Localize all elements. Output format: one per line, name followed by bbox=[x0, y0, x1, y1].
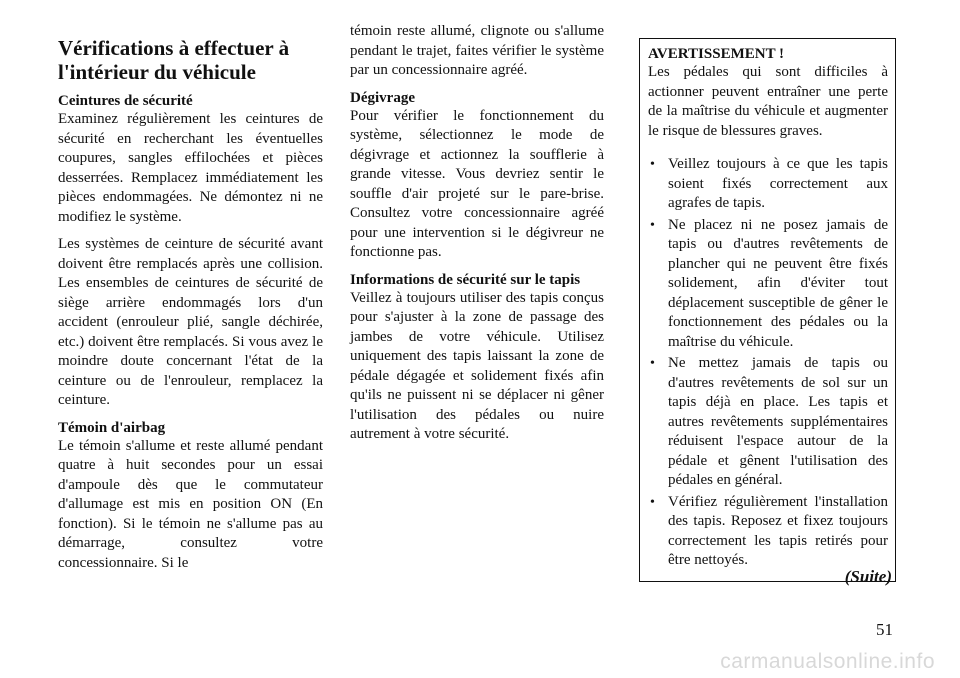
warning-item-text: Veillez toujours à ce que les tapis soient fixés correctement aux agrafes de tapis. bbox=[668, 156, 888, 211]
defrost-heading: Dégivrage bbox=[350, 89, 415, 106]
warning-item-text: Ne placez ni ne posez jamais de tapis ou d'autres revêtements de plancher qui ne peuvent être fixés solidement, afin d'éviter tout déplacement susceptible de gêner le fonctionnement des pédales ou la maîtrise du véhicule. bbox=[668, 216, 888, 350]
page-title: Vérifications à effectuer à l'intérieur du véhicule bbox=[58, 36, 290, 84]
warning-list-item bbox=[648, 155, 888, 214]
bullet-icon: • bbox=[650, 217, 655, 233]
mats-section bbox=[350, 271, 604, 445]
airbag-section bbox=[58, 419, 323, 574]
warning-list-item bbox=[648, 216, 888, 353]
airbag-paragraph-continued: témoin reste allumé, clignote ou s'allume pendant le trajet, faites vérifier le système par un concessionnaire agréé. bbox=[350, 23, 604, 78]
defrost-paragraph: Pour vérifier le fonctionnement du système, sélectionnez le mode de dégivrage et actionnez la soufflerie à grande vitesse. Vous devriez sentir le souffle d'air projeté sur le pare-brise. Consultez votre concessionnaire agréé pour une intervention si le dégivreur ne fonctionne pas. bbox=[350, 107, 604, 260]
page-number: 51 bbox=[876, 620, 893, 639]
mats-heading: Informations de sécurité sur le tapis bbox=[350, 271, 581, 288]
bullet-icon: • bbox=[650, 356, 655, 371]
warning-item-text: Vérifiez régulièrement l'installation des tapis. Reposez et fixez toujours correctement les tapis retirés pour être nettoyés. bbox=[668, 493, 888, 568]
warning-title: AVERTISSEMENT ! bbox=[648, 46, 785, 62]
seat-belts-section bbox=[58, 92, 323, 411]
warning-box bbox=[639, 38, 896, 582]
airbag-heading: Témoin d'airbag bbox=[58, 419, 166, 436]
seat-belts-paragraph-1: Examinez régulièrement les ceintures de sécurité en recherchant les éventuelles coupures, sangles effilochées et pièces desserrées. Remplacez immédiatement les pièces endommagées. Ne démontez ni ne modifiez le système. bbox=[58, 111, 323, 225]
warning-list bbox=[648, 155, 888, 571]
continued-label: (Suite) bbox=[844, 567, 892, 586]
defrost-section bbox=[350, 89, 604, 263]
middle-column bbox=[350, 22, 604, 453]
airbag-paragraph: Le témoin s'allume et reste allumé pendant quatre à huit secondes pour un essai d'ampoule dès que le commutateur d'allumage est mis en position ON (En fonction). Si le témoin ne s'allume pas au démarrage, consultez votre concessionnaire. Si le bbox=[58, 437, 323, 571]
seat-belts-heading: Ceintures de sécurité bbox=[58, 93, 193, 109]
mats-paragraph: Veillez à toujours utiliser des tapis conçus pour s'ajuster à la zone de passage des jambes de votre véhicule. Utilisez uniquement des tapis laissant la zone de pédale dégagée et solidement fixés afin qu'ils ne puissent ni se déplacer ni gêner l'utilisation des pédales ou nuire autrement à votre sécurité. bbox=[350, 289, 604, 442]
bullet-icon: • bbox=[650, 494, 655, 510]
warning-list-item bbox=[648, 493, 888, 571]
seat-belts-paragraph-2: Les systèmes de ceinture de sécurité avant doivent être remplacés après une collision. Les ensembles de ceintures de sécurité de siège arrière endommagés lors d'un accident (enrouleur plié, sangle déchirée, etc.) doivent être remplacés. Si vous avez le moindre doute concernant l'état de la ceinture ou de l'enrouleur, remplacez la ceinture. bbox=[58, 236, 323, 408]
bullet-icon: • bbox=[650, 157, 655, 172]
warning-intro: Les pédales qui sont difficiles à actionner peuvent entraîner une perte de la maîtrise du véhicule et augmenter le risque de blessures graves. bbox=[648, 64, 888, 139]
right-column bbox=[639, 38, 896, 582]
warning-item-text: Ne mettez jamais de tapis ou d'autres revêtements de sol sur un tapis déjà en place. Les tapis et autres revêtements supplémentaires réduisent l'espace autour de la pédale et gênent l'utilisation des pédales en général. bbox=[668, 355, 888, 488]
watermark: carmanualsonline.info bbox=[720, 650, 935, 673]
warning-list-item bbox=[648, 354, 888, 491]
left-column bbox=[58, 36, 323, 581]
